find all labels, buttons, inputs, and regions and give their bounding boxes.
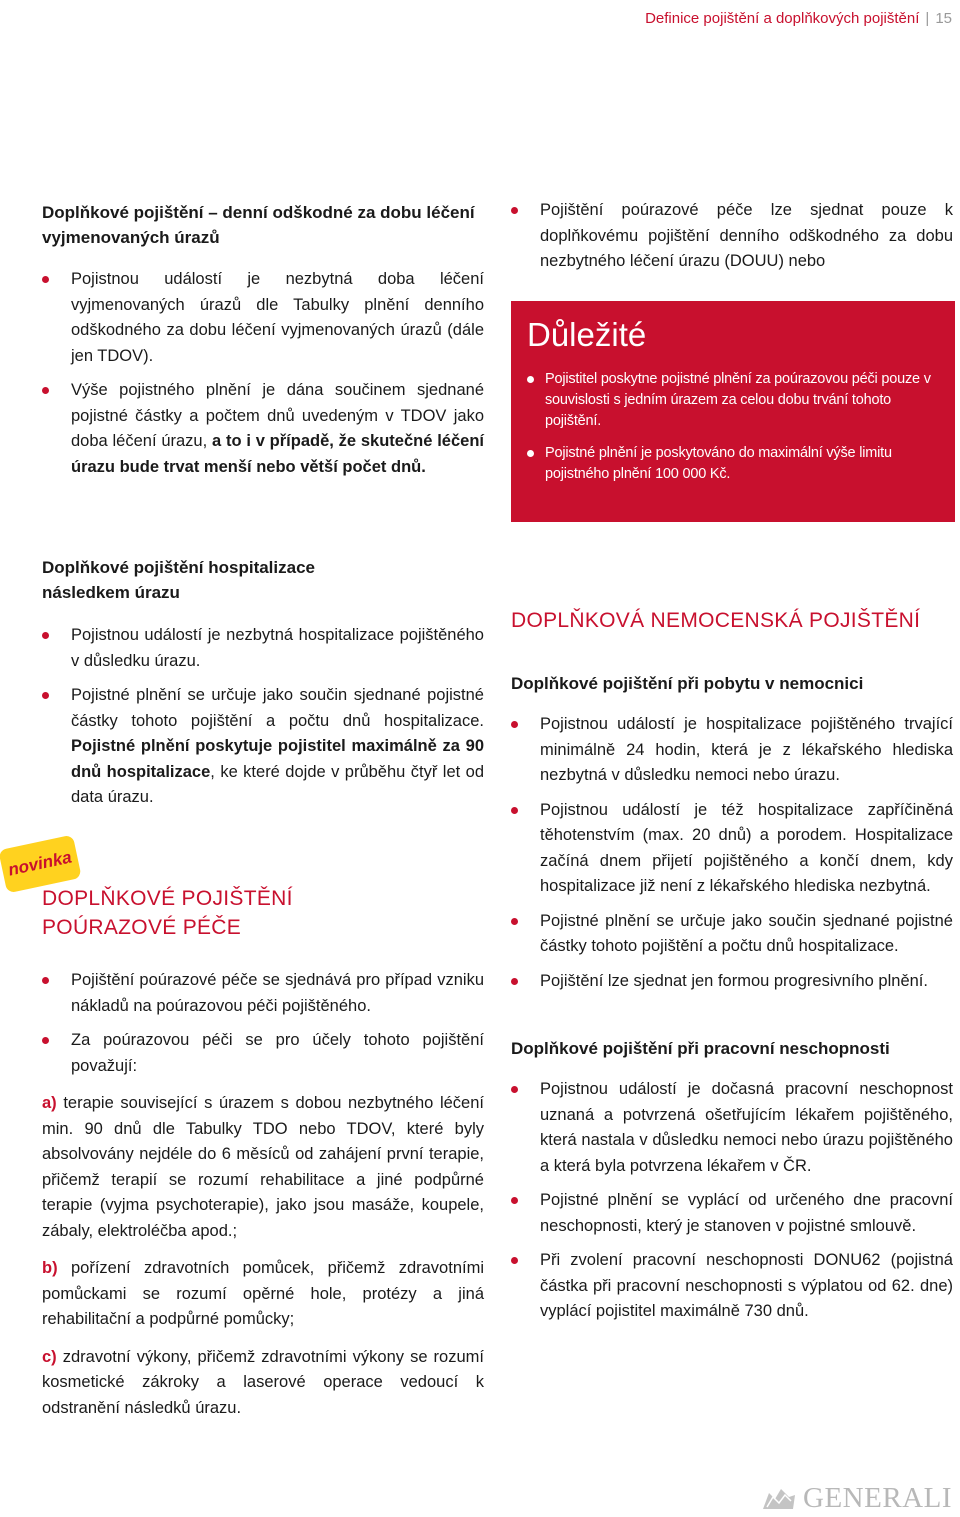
item-text: zdravotní výkony, přičemž zdravotními výkony se rozumí kosmetické zákroky a laserové operace vedoucí k odstranění následků úrazu. [42,1347,484,1417]
item-letter: c) [42,1347,57,1366]
list-item: Pojistné plnění se určuje jako součin sjednané pojistné částky tohoto pojištění a počtu dnů hospitalizace. [511,909,953,960]
list-item: Pojistnou událostí je též hospitalizace zapříčiněná těhotenstvím (max. 20 dnů) a porodem. Hospitalizace začíná dnem přijetí pojištěného a končí dnem, kdy hospitalizace již není z lékařského hlediska nezbytná. [511,798,953,900]
bullet-list [511,1077,953,1325]
list-item: Za poúrazovou péči se pro účely tohoto pojištění považují: [42,1028,484,1079]
section-title: Doplňkové pojištění hospitalizace následkem úrazu [42,558,315,602]
section-pouraz-intro [511,198,953,284]
important-list [527,369,937,485]
bullet-list [511,198,953,275]
list-item: Pojistné plnění je poskytováno do maximální výše limitu pojistného plnění 100 000 Kč. [527,443,937,485]
list-item: Při zvolení pracovní neschopnosti DONU62 (pojistná částka při pracovní neschopnosti s výplatou od 62. dne) vyplácí pojistitel maximálně 730 dnů. [511,1248,953,1325]
item-text: Výše pojistného plnění je dána součinem sjednané pojistné částky a počtem dnů uvedeným v TDOV jako doba léčení úrazu, [71,381,484,450]
list-item-a [42,1091,484,1244]
list-item: Pojistnou událostí je dočasná pracovní neschopnost uznaná a potvrzená ošetřujícím lékařem pojištěného, která nastala v důsledku nemoci nebo úrazu pojištěného a která byla potvrzena lékařem v ČR. [511,1077,953,1179]
lion-icon [759,1485,799,1513]
item-text: Pojistné plnění se určuje jako součin sjednané pojistné částky tohoto pojištění a počtu dnů hospitalizace. [71,686,484,730]
important-title: Důležité [527,316,647,353]
header-separator: | [925,10,930,27]
item-bold-text: a to i v případě, že skutečné léčení úrazu bude trvat menší nebo větší počet dnů. [71,432,484,476]
bullet-list [42,968,484,1079]
subsection-title: Doplňkové pojištění při pobytu v nemocnici [511,674,864,693]
page-number: 15 [935,10,952,27]
list-item [42,683,484,811]
header-title: Definice pojištění a doplňkových pojištění [645,10,920,27]
item-text: terapie související s úrazem s dobou nezbytného léčení min. 90 dnů dle Tabulky TDO nebo TDOV, které byly absolvovány nejdéle do 6 měsíců od zahájení první terapie, přičemž terapií se rozumí rehabilitace a jiné podpůrné terapie (vyjma psychoterapie), jako jsou masáže, koupele, zábaly, elektroléčba apod.; [42,1094,484,1240]
important-box [511,301,955,522]
list-item: Pojistitel poskytne pojistné plnění za poúrazovou péči pouze v souvislosti s jedním úrazem za celou dobu trvání tohoto pojištění. [527,369,937,432]
badge-label: novinka [6,847,74,880]
item-bold-text: Pojistné plnění poskytuje pojistitel maximálně za 90 dnů hospitalizace [71,737,484,781]
logo-text: GENERALI [803,1482,952,1514]
section-hospitalizace-urazu [42,555,484,820]
section-nemocenska [511,606,953,1334]
section-title: Doplňkové pojištění – denní odškodné za dobu léčení vyjmenovaných úrazů [42,203,475,247]
item-text: pořízení zdravotních pomůcek, přičemž zdravotními pomůckami se rozumí opěrné hole, protézy a jiná rehabilitační a podpůrné pomůcky; [42,1259,484,1328]
bullet-list [42,267,484,480]
list-item: Pojištění lze sjednat jen formou progresivního plnění. [511,969,953,995]
section-denni-odskodne [42,200,484,489]
list-item: Pojistnou událostí je hospitalizace pojištěného trvající minimálně 24 hodin, která je z lékařského hlediska nezbytná v důsledku nemoci nebo úrazu. [511,712,953,789]
bullet-list [42,623,484,811]
list-item-c [42,1345,484,1422]
page-header [645,10,952,27]
list-item-b [42,1256,484,1333]
section-pourazova-pece [42,884,484,1433]
list-item: Pojistnou událostí je nezbytná hospitalizace pojištěného v důsledku úrazu. [42,623,484,674]
list-item: Pojistnou událostí je nezbytná doba léčení vyjmenovaných úrazů dle Tabulky plnění denního odškodného za dobu léčení vyjmenovaných úrazů (dále jen TDOV). [42,267,484,369]
list-item: Pojistné plnění se vyplácí od určeného dne pracovní neschopnosti, který je stanoven v pojistné smlouvě. [511,1188,953,1239]
item-letter: b) [42,1259,58,1277]
list-item [42,378,484,480]
list-item: Pojištění poúrazové péče se sjednává pro případ vzniku nákladů na poúrazovou péči pojištěného. [42,968,484,1019]
subsection-title: Doplňkové pojištění při pracovní neschopnosti [511,1039,890,1058]
generali-logo [759,1482,952,1515]
lettered-list [42,1091,484,1421]
item-letter: a) [42,1094,57,1112]
item-text: , ke které dojde v průběhu čtyř let od data úrazu. [71,762,485,806]
bullet-list [511,712,953,994]
list-item: Pojištění poúrazové péče lze sjednat pouze k doplňkovému pojištění denního odškodného za dobu nezbytného léčení úrazu (DOUU) nebo [511,198,953,275]
section-heading: DOPLŇKOVÉ POJIŠTĚNÍ POÚRAZOVÉ PÉČE [42,887,293,939]
section-heading: DOPLŇKOVÁ NEMOCENSKÁ POJIŠTĚNÍ [511,609,921,632]
